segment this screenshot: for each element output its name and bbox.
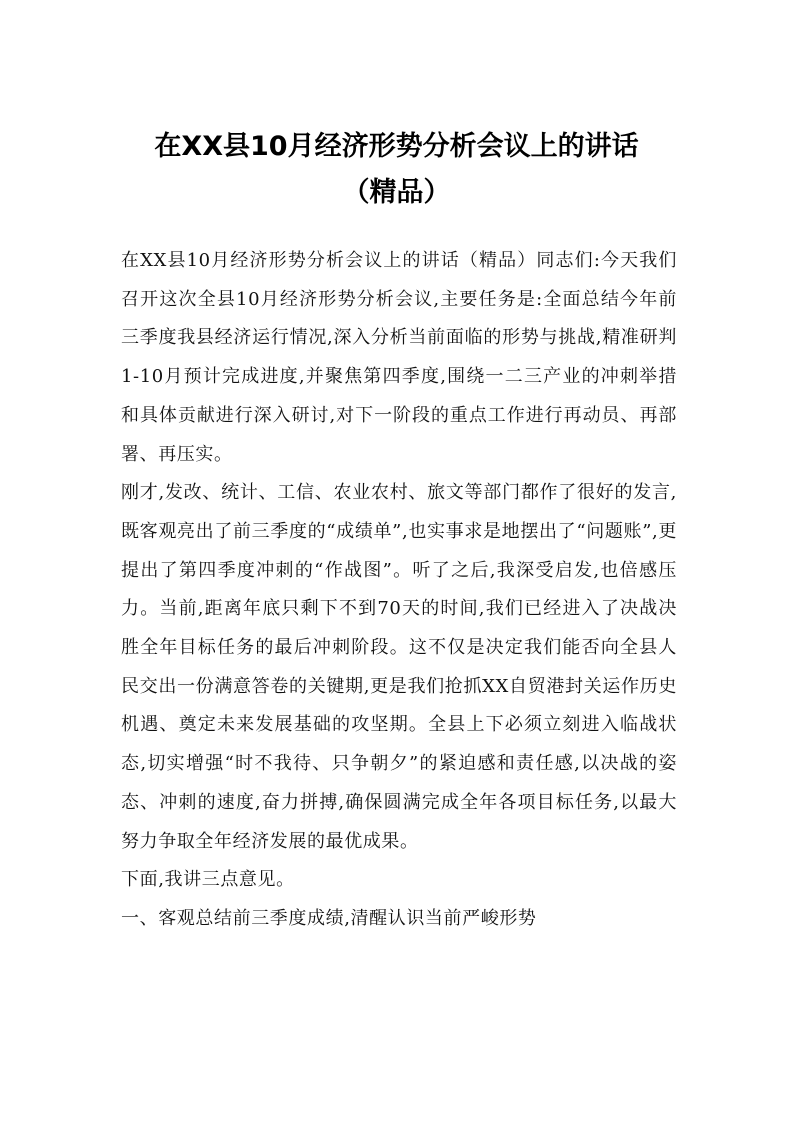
paragraph-context: 刚才,发改、统计、工信、农业农村、旅文等部门都作了很好的发言,既客观亮出了前三季度的“成绩单”,也实事求是地摆出了“问题账”,更提出了第四季度冲刺的“作战图”。听了之后,我深受启发,也倍感压力。当前,距离年底只剩下不到70天的时间,我们已经进入了决战决胜全年目标任务的最后冲刺阶段。这不仅是决定我们能否向全县人民交出一份满意答卷的关键期,更是我们抢抓XX自贸港封关运作历史机遇、奠定未来发展基础的攻坚期。全县上下必须立刻进入临战状态,切实增强“时不我待、只争朝夕”的紧迫感和责任感,以决战的姿态、冲刺的速度,奋力拼搏,确保圆满完成全年各项目标任务,以最大努力争取全年经济发展的最优成果。 bbox=[121, 482, 677, 852]
document-title-line1: 在XX县10月经济形势分析会议上的讲话 bbox=[154, 131, 639, 162]
document-body bbox=[121, 242, 677, 939]
paragraph-intro: 在XX县10月经济形势分析会议上的讲话（精品）同志们:今天我们召开这次全县10月经济形势分析会议,主要任务是:全面总结今年前三季度我县经济运行情况,深入分析当前面临的形势与挑战,精准研判1-10月预计完成进度,并聚焦第四季度,围绕一二三产业的冲刺举措和具体贡献进行深入研讨,对下一阶段的重点工作进行再动员、再部署、再压实。 bbox=[121, 250, 677, 465]
paragraph-transition: 下面,我讲三点意见。 bbox=[121, 869, 295, 891]
document-title-line2: （精品） bbox=[342, 177, 451, 208]
section-heading-1: 一、客观总结前三季度成绩,清醒认识当前严峻形势 bbox=[121, 907, 537, 929]
